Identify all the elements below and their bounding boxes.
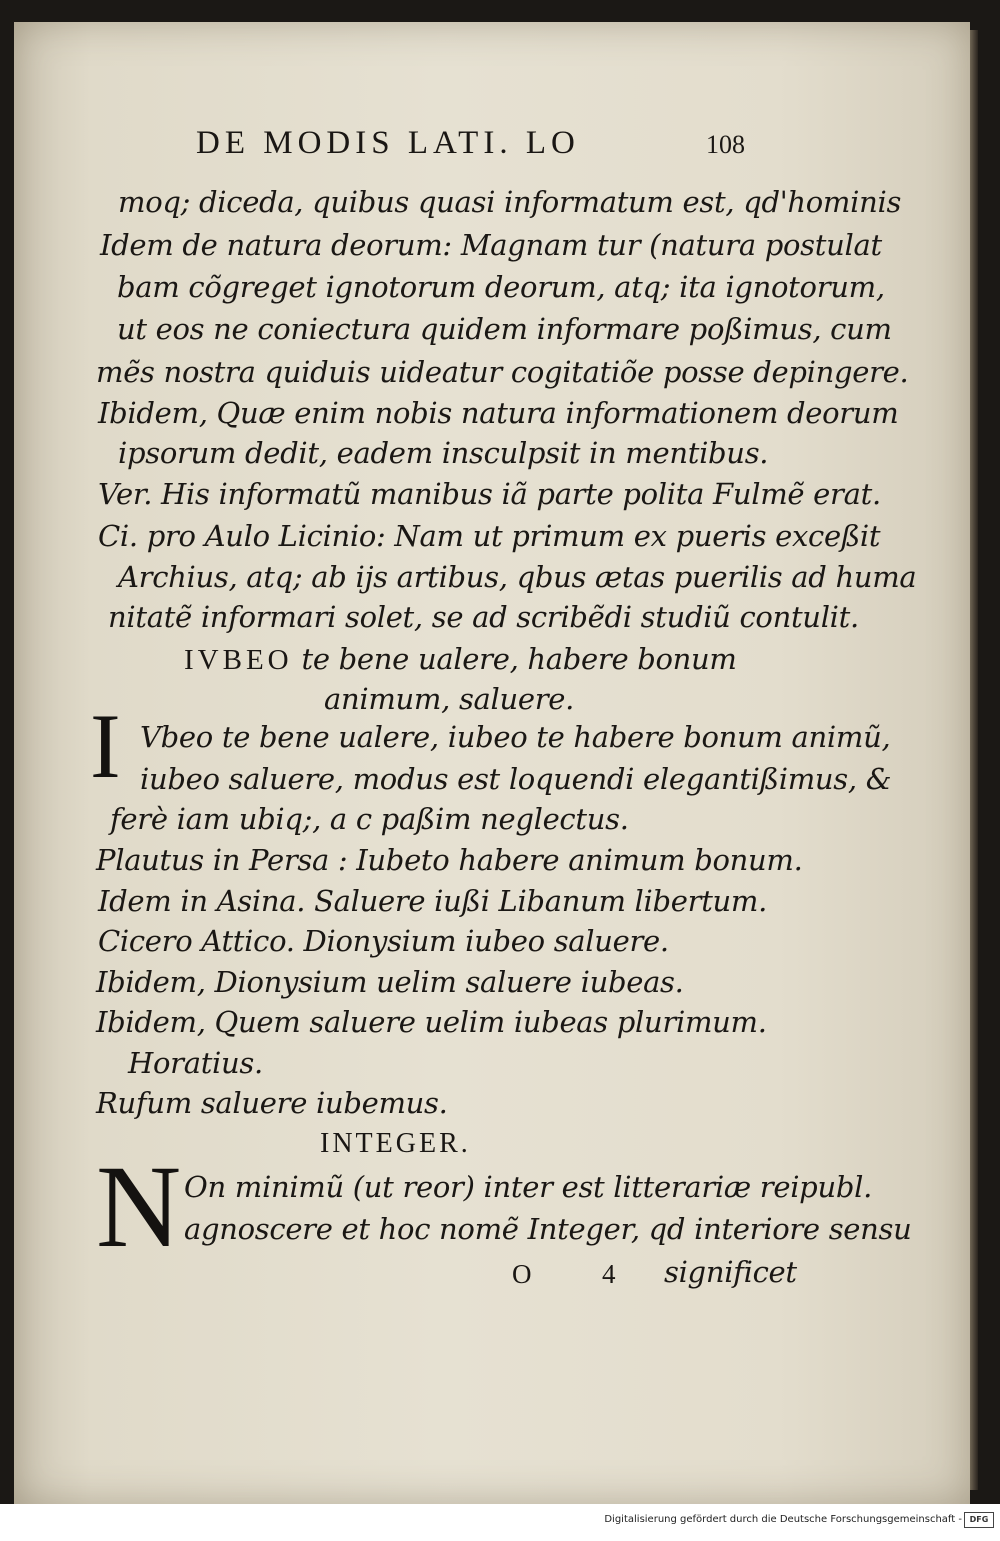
page-number: 108: [706, 130, 745, 159]
quote-line-2: Idem in Asina. Saluere iußi Libanum libertum.: [98, 884, 768, 918]
text-line-9: Ci. pro Aulo Licinio: Nam ut primum ex pueris exceßit: [98, 519, 881, 553]
section-heading-iubeo: [184, 642, 737, 677]
quote-line-7: Rufum saluere iubemus.: [96, 1086, 448, 1120]
text-line-8: Ver. His informatũ manibus iã parte polita Fulmẽ erat.: [98, 477, 881, 511]
signature-number: 4: [602, 1259, 616, 1289]
para2-line-1: On minimũ (ut reor) inter est litterariæ reipubl.: [184, 1170, 872, 1204]
para-line-1: Vbeo te bene ualere, iubeo te habere bonum animũ,: [140, 720, 891, 754]
text-line-5: mẽs nostra quiduis uideatur cogitatiõe posse depingere.: [96, 355, 909, 389]
catchword: significet: [664, 1255, 797, 1289]
text-line-10: Archius, atq; ab ijs artibus, qbus ætas puerilis ad huma: [118, 560, 917, 594]
para-line-2: iubeo saluere, modus est loquendi elegantißimus, &: [140, 762, 892, 796]
text-line-6: Ibidem, Quæ enim nobis natura informationem deorum: [98, 396, 899, 430]
para2-line-2: agnoscere et hoc nomẽ Integer, qd interiore sensu: [184, 1212, 912, 1246]
quote-line-5: Ibidem, Quem saluere uelim iubeas plurimum.: [96, 1005, 767, 1039]
quote-line-6: Horatius.: [128, 1046, 263, 1080]
funding-credit: Digitalisierung gefördert durch die Deutsche Forschungsgemeinschaft -: [604, 1514, 962, 1525]
text-line-1: moq; diceda, quibus quasi informatum est, qd'hominis: [118, 185, 902, 219]
heading-rest: te bene ualere, habere bonum: [301, 642, 737, 676]
heading-caps: IVBEO: [184, 644, 293, 676]
initial-capital-i: I: [90, 695, 121, 797]
dfg-logo-icon: DFG: [964, 1512, 994, 1528]
signature-mark: O: [512, 1259, 532, 1289]
text-line-11: nitatẽ informari solet, se ad scribẽdi studiũ contulit.: [108, 600, 859, 634]
running-title: DE MODIS LATI. LO: [196, 125, 580, 161]
text-line-7: ipsorum dedit, eadem insculpsit in mentibus.: [118, 436, 769, 470]
text-line-4: ut eos ne coniectura quidem informare poßimus, cum: [117, 312, 892, 346]
quote-line-4: Ibidem, Dionysium uelim saluere iubeas.: [96, 965, 684, 999]
footer-bar: [0, 1504, 1000, 1541]
initial-capital-n: N: [96, 1141, 182, 1272]
book-edge: [970, 30, 978, 1490]
para-line-3: ferè iam ubiq;, a c paßim neglectus.: [110, 802, 629, 836]
book-page: [14, 22, 970, 1504]
section-heading-integer: INTEGER.: [320, 1128, 471, 1159]
text-line-2: Idem de natura deorum: Magnam tur (natura postulat: [100, 228, 882, 262]
text-line-3: bam cõgreget ignotorum deorum, atq; ita ignotorum,: [117, 270, 885, 304]
section-heading-line2: animum, saluere.: [324, 682, 575, 716]
quote-line-1: Plautus in Persa : Iubeto habere animum bonum.: [96, 843, 803, 877]
quote-line-3: Cicero Attico. Dionysium iubeo saluere.: [98, 924, 669, 958]
